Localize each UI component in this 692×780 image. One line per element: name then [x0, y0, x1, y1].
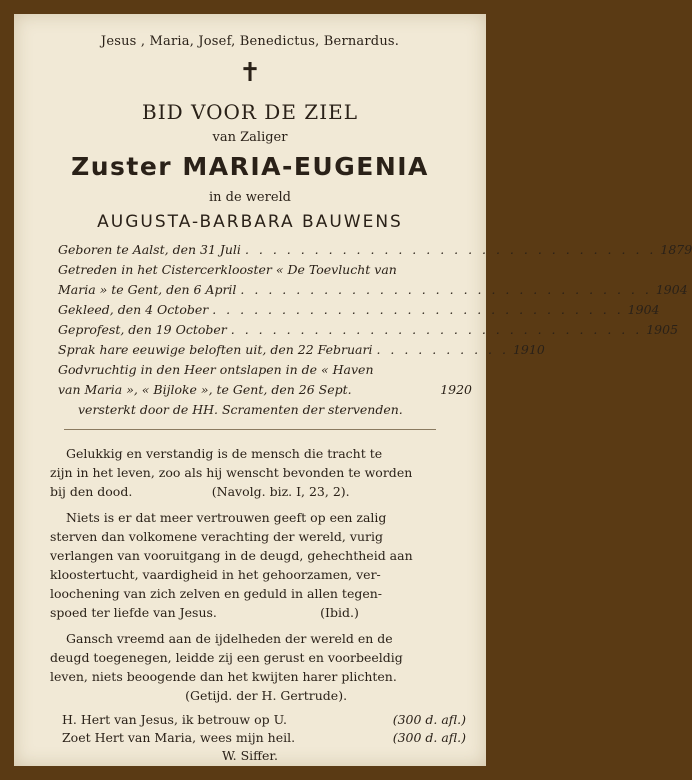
- fact-line: [58, 322, 679, 337]
- paragraph-line: Gansch vreemd aan de ijdelheden der wereld en de: [66, 631, 393, 646]
- leader-dots: . . . . . . . . . . . . . . . . . . . . . . . . . . . . . .: [230, 322, 643, 337]
- fact-text: Maria » te Gent, den 6 April: [58, 282, 237, 297]
- prayer-line: [62, 730, 466, 745]
- fact-text: Geboren te Aalst, den 31 Juli: [58, 242, 241, 257]
- invocation: Jesus , Maria, Josef, Benedictus, Bernardus.: [100, 34, 400, 49]
- leader-dots: . . . . . . . . . . . . . . . . . . . . . . . . . . . . . .: [212, 302, 624, 317]
- fact-line: [58, 302, 660, 317]
- fact-text: van Maria », « Bijloke », te Gent, den 26 Sept.: [58, 382, 352, 397]
- paragraph-line: sterven dan volkomene verachting der wereld, vurig: [50, 529, 383, 544]
- fact-text: Gekleed, den 4 October: [58, 302, 209, 317]
- printer-name: W. Siffer.: [221, 748, 279, 763]
- paragraph-line: (Getijd. der H. Gertrude).: [50, 688, 348, 703]
- fact-year: 1920: [440, 382, 472, 397]
- paragraph-line: Gelukkig en verstandig is de mensch die tracht te: [66, 446, 383, 461]
- sacraments-line: versterkt door de HH. Scramenten der stervenden.: [78, 402, 403, 417]
- fact-year: 1905: [646, 322, 679, 337]
- divider: [64, 429, 436, 430]
- van-zaliger: van Zaliger: [212, 130, 288, 145]
- in-de-wereld: in de wereld: [208, 190, 292, 205]
- paragraph-line: bij den dood. (Navolg. biz. I, 23, 2).: [50, 484, 350, 499]
- prayer-text: H. Hert van Jesus, ik betrouw op U.: [62, 712, 287, 727]
- birth-name: AUGUSTA-BARBARA BAUWENS: [97, 212, 403, 232]
- fact-line: [58, 282, 688, 297]
- paragraph-line: deugd toegenegen, leidde zij een gerust en voorbeeldig: [50, 650, 403, 665]
- leader-dots: . . . . . . . . . . . . . . . . . . . . . . . . . . . . . .: [240, 282, 652, 297]
- leader-dots: . . . . . . . . . . . . . . . . . . . . . . . . . . . . . .: [244, 242, 657, 257]
- paragraph-line: loochening van zich zelven en geduld in allen tegen-: [50, 586, 383, 601]
- fact-line: [58, 382, 472, 397]
- fact-line: [58, 342, 545, 357]
- leader-dots: [352, 382, 437, 397]
- deceased-name: Zuster MARIA-EUGENIA: [71, 152, 429, 181]
- fact-text: Geprofest, den 19 October: [58, 322, 227, 337]
- fact-line: [58, 242, 692, 257]
- memorial-card: [14, 14, 692, 766]
- paragraph-line: leven, niets beoogende dan het kwijten harer plichten.: [50, 669, 397, 684]
- fact-year: 1910: [512, 342, 545, 357]
- fact-line: Getreden in het Cistercerklooster « De Toevlucht van: [58, 262, 397, 277]
- fact-line: Godvruchtig in den Heer ontslapen in de « Haven: [58, 362, 374, 377]
- fact-year: 1879: [660, 242, 692, 257]
- fact-year: 1904: [627, 302, 660, 317]
- leader-dots: . . . . . . . . . .: [376, 342, 509, 357]
- prayer-text: Zoet Hert van Maria, wees mijn heil.: [62, 730, 296, 745]
- prayer-line: [62, 712, 466, 727]
- paragraph-line: spoed ter liefde van Jesus. (Ibid.): [50, 605, 359, 620]
- paragraph-line: Niets is er dat meer vertrouwen geeft op een zalig: [66, 510, 387, 525]
- cross-icon: ✝: [239, 58, 261, 88]
- indulgence: (300 d. afl.): [392, 712, 466, 727]
- heading: BID VOOR DE ZIEL: [142, 100, 358, 124]
- paragraph-line: verlangen van vooruitgang in de deugd, gehechtheid aan: [50, 548, 413, 563]
- paragraph-line: zijn in het leven, zoo als hij wenscht bevonden te worden: [50, 465, 413, 480]
- paragraph-line: kloostertucht, vaardigheid in het gehoorzamen, ver-: [50, 567, 381, 582]
- indulgence: (300 d. afl.): [392, 730, 466, 745]
- fact-text: Sprak hare eeuwige beloften uit, den 22 Februari: [58, 342, 373, 357]
- fact-year: 1904: [655, 282, 688, 297]
